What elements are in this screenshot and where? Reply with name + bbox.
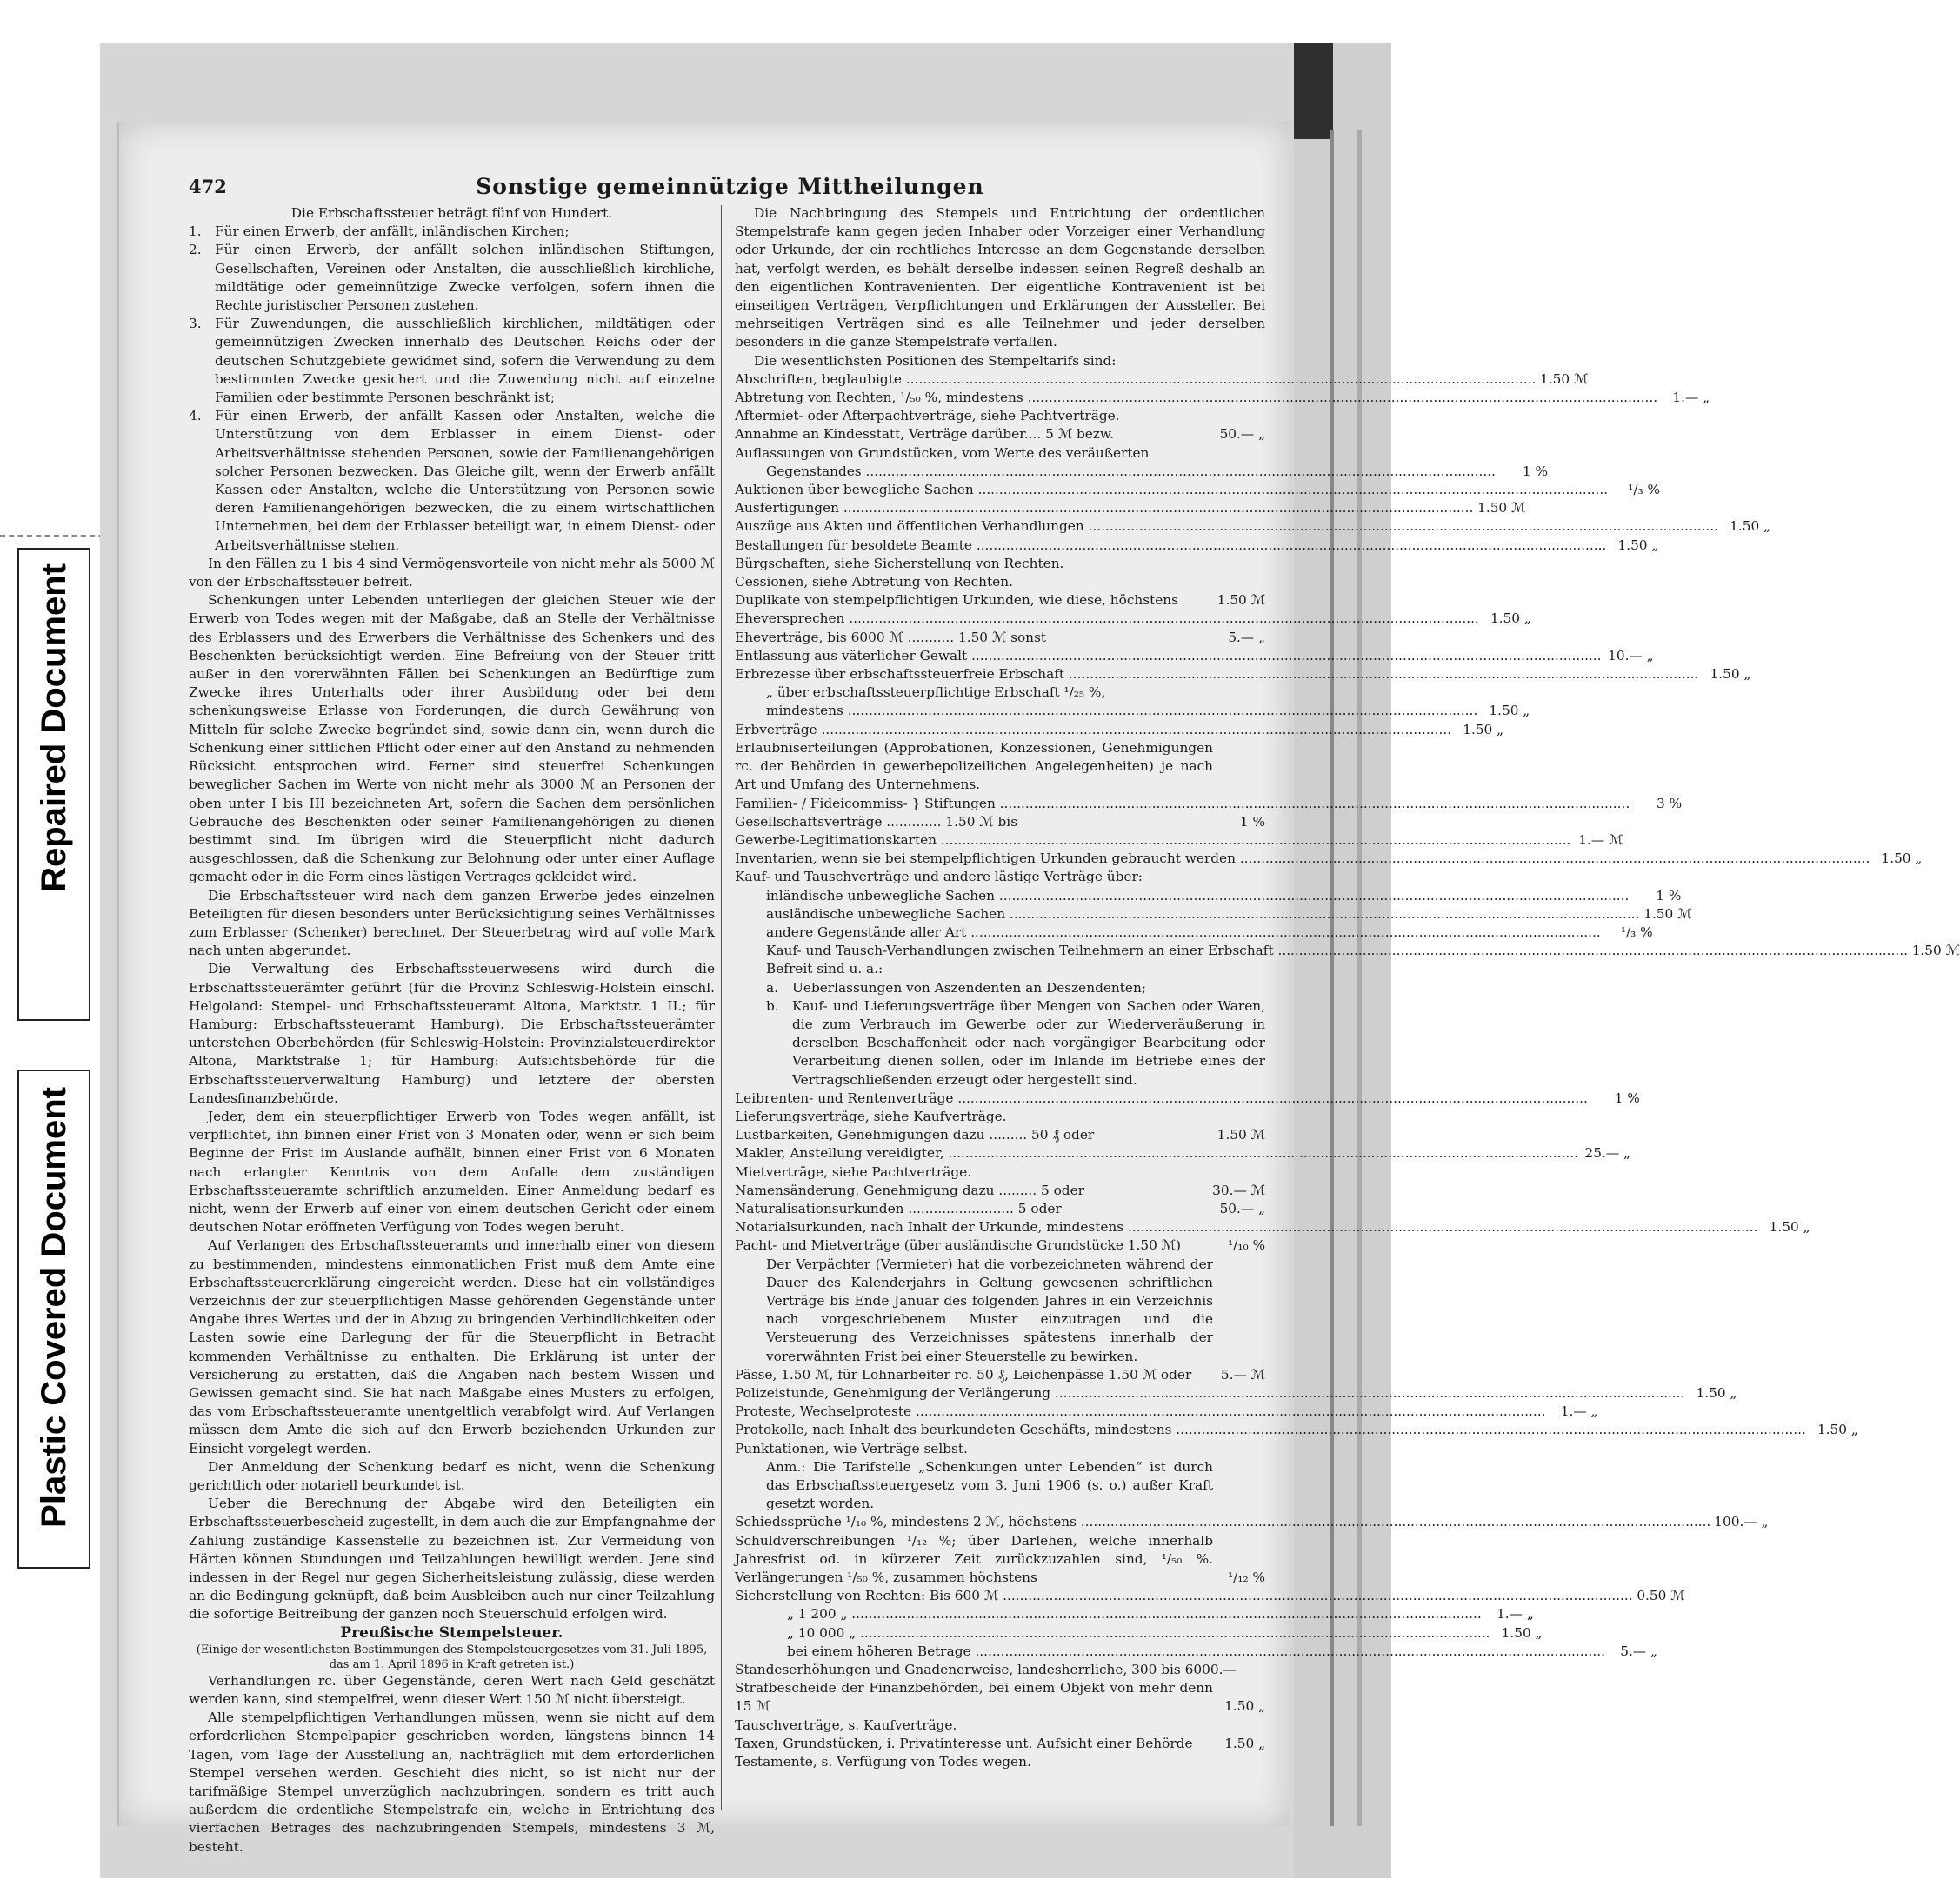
document-page — [117, 122, 1960, 1855]
tarif-item: Erlaubniserteilungen (Approbationen, Konzessionen, Genehmigungen rc. der Behörden in gewerbepolizeilichen Angelegenheiten) je nach Art und Umfang des Unternehmens. — [735, 739, 1213, 793]
tarif-item: Pacht- und Mietverträge (über ausländische Grundstücke 1.50 ℳ) — [735, 1237, 1181, 1254]
tarif-row — [735, 1256, 1265, 1366]
item-number: 1. — [189, 223, 202, 240]
tarif-row — [735, 555, 1265, 573]
tarif-rate: 1.50 „ — [1769, 1219, 1810, 1236]
tarif-rate: 50.— „ — [1219, 1200, 1265, 1216]
item-text: Für einen Erwerb, der anfällt solchen inländischen Stiftungen, Gesellschaften, Vereinen oder Anstalten, die ausschließlich kirchliche, mildtätige oder gemeinnützige Zwecke verfolgen, sofern ihnen die Rechte juristischer Personen zustehen. — [215, 242, 715, 314]
tarif-item: Leibrenten- und Rentenverträge ..... — [735, 1090, 1588, 1108]
tarif-item: Bürgschaften, siehe Sicherstellung von Rechten. — [735, 555, 1064, 571]
tarif-rate: ¹/₁₀ % — [1228, 1237, 1265, 1254]
tarif-heading: Die wesentlichsten Positionen des Stempeltarifs sind: — [754, 352, 1117, 369]
tarif-rate: 1.50 „ — [1881, 850, 1923, 867]
tarif-item: Lustbarkeiten, Genehmigungen dazu ......... 50 ₰ oder — [735, 1127, 1095, 1143]
item-text: Für einen Erwerb, der anfällt Kassen oder Anstalten, welche die Unterstützung von dem Erblasser in einem Dienst- oder Arbeitsverhältnisse stehenden Personen, sowie der Familienangehörigen solcher Personen bezwecken. Das Gleiche gilt, wenn der Erwerb anfällt Kassen oder Anstalten, welche die Unterstützung von Personen sowie deren Familienangehörigen bezwecken, die zu einem wirtschaftlichen Unternehmen, bei dem der Erblasser beteiligt war, in einem Dienst- oder Arbeitsverhältnisse stehen. — [215, 408, 715, 553]
tarif-row — [735, 591, 1265, 610]
tarif-item: Befreit sind u. a.: — [766, 961, 883, 977]
tarif-rate: 5.— „ — [1228, 629, 1265, 645]
tarif-item: Polizeistunde, Genehmigung der Verlängerung ..... — [735, 1384, 1684, 1403]
numbered-item — [189, 241, 715, 315]
tarif-rate: 1.50 ℳ — [1643, 905, 1692, 922]
item-number: 4. — [189, 408, 202, 424]
tarif-rate: 1 % — [1522, 463, 1549, 479]
tarif-rate: 30.— ℳ — [1212, 1182, 1265, 1198]
tarif-item: Taxen, Grundstücken, i. Privatinteresse unt. Aufsicht einer Behörde — [735, 1735, 1193, 1751]
tarif-item: Schiedssprüche ¹/₁₀ %, mindestens 2 ℳ, höchstens ..... — [735, 1513, 1710, 1531]
stempel-title: Preußische Stempelsteuer. — [340, 1623, 563, 1642]
tarif-item: inländische unbewegliche Sachen ..... — [766, 887, 1629, 905]
tarif-row — [735, 1513, 1769, 1531]
tarif-row — [735, 1605, 1534, 1623]
plastic-covered-document-label: Plastic Covered Document — [35, 1087, 73, 1528]
numbered-item — [189, 315, 715, 407]
tarif-row — [735, 1200, 1265, 1218]
page-title: Sonstige gemeinnützige Mittheilungen — [476, 174, 984, 199]
tarif-row — [735, 887, 1682, 905]
paragraph: Der Anmeldung der Schenkung bedarf es nicht, wenn die Schenkung gerichtlich oder notariell beurkundet ist. — [189, 1458, 715, 1494]
item-number: b. — [766, 997, 779, 1014]
tarif-row — [735, 942, 1960, 960]
tarif-row — [735, 1643, 1657, 1661]
tarif-row — [735, 665, 1751, 683]
tarif-rate: 1.50 „ — [1463, 721, 1504, 737]
tarif-row — [735, 831, 1623, 850]
tarif-rate: 100.— „ — [1714, 1514, 1769, 1530]
tarif-rate: 1.50 „ — [1617, 537, 1659, 553]
tarif-row — [735, 1735, 1265, 1753]
tarif-rate: 1.50 „ — [1817, 1422, 1858, 1438]
tarif-item: Familien- / Fideicommiss- } Stiftungen ..... — [735, 795, 1630, 813]
tarif-row — [735, 1108, 1265, 1126]
tarif-row — [735, 683, 1265, 702]
tarif-row — [735, 868, 1265, 886]
numbered-item — [189, 223, 715, 241]
tarif-item: Duplikate von stempelpflichtigen Urkunden, wie diese, höchstens — [735, 592, 1179, 609]
tarif-item: Anm.: Die Tarifstelle „Schenkungen unter Lebenden“ ist durch das Erbschaftssteuergesetz vom 3. Juni 1906 (s. o.) außer Kraft gesetzt worden. — [766, 1458, 1213, 1512]
tarif-rate: ¹/₃ % — [1620, 923, 1653, 940]
tarif-row — [735, 647, 1654, 665]
tarif-item: Erbrezesse über erbschaftssteuerfreie Erbschaft ..... — [735, 665, 1698, 683]
tarif-rate: 1.50 ℳ — [1540, 370, 1589, 387]
tarif-item: Proteste, Wechselproteste ..... — [735, 1403, 1545, 1421]
tarif-row — [735, 1366, 1265, 1384]
tarif-rate: 1.50 ℳ — [1911, 943, 1960, 959]
page-header — [189, 176, 1271, 207]
tarif-item: Sicherstellung von Rechten: Bis 600 ℳ ..... — [735, 1587, 1633, 1605]
exemption-item — [735, 979, 1265, 997]
tarif-item: Mietverträge, siehe Pachtverträge. — [735, 1163, 972, 1180]
item-text: Kauf- und Lieferungsverträge über Mengen von Sachen oder Waren, die zum Verbrauch im Gewerbe oder zur Wiederveräußerung in derselben Beschaffenheit oder nach vorgängiger Bearbeitung oder Verarbeitung dienen sollen, oder im Inlande im Betriebe eines der Vertragschließenden erzeugt oder hergestellt sind. — [792, 997, 1265, 1088]
right-column — [735, 204, 1960, 1771]
tarif-item: Punktationen, wie Verträge selbst. — [735, 1440, 968, 1456]
tarif-row — [735, 537, 1659, 555]
tarif-item: Naturalisationsurkunden ......................... 5 oder — [735, 1200, 1062, 1216]
tarif-rate: 3 % — [1657, 795, 1683, 811]
tarif-row — [735, 1236, 1265, 1255]
tarif-item: Abtretung von Rechten, ¹/₅₀ %, mindestens ..... — [735, 389, 1657, 407]
tarif-row — [735, 795, 1683, 813]
tarif-item: andere Gegenstände aller Art ..... — [766, 923, 1601, 942]
tarif-rate: 1.— „ — [1560, 1403, 1598, 1420]
tarif-row — [735, 1421, 1858, 1439]
tarif-rate: 1.50 „ — [1224, 1735, 1265, 1751]
tarif-item: Gesellschaftsverträge ............. 1.50 ℳ bis — [735, 813, 1018, 830]
tarif-item: Gegenstandes ..... — [766, 463, 1496, 481]
tarif-item: Abschriften, beglaubigte ..... — [735, 370, 1536, 389]
intro-line: Die Erbschaftssteuer beträgt fünf von Hundert. — [290, 205, 613, 221]
item-number: 3. — [189, 316, 202, 332]
paragraph: Die Nachbringung des Stempels und Entrichtung der ordentlichen Stempelstrafe kann gegen jeden Inhaber oder Vorzeiger einer Verhandlung oder Urkunde, der ein rechtliches Interesse an dem Gegenstande derselben hat, verfolgt werden, es behält derselbe indessen seinen Regreß deshalb an den eigentlichen Kontravenienten. Der eigentliche Kontravenient ist bei einseitigen Verträgen, Verpflichtungen und Erklärungen der Aussteller. Bei mehrseitigen Verträgen sind es alle Teilnehmer und jeder derselben besonders in die ganze Stempelstrafe verfallen. — [735, 205, 1265, 350]
exemption-item — [735, 997, 1265, 1090]
tarif-rate: 1.50 ℳ — [1217, 1127, 1265, 1143]
tarif-item: Aftermiet- oder Afterpachtverträge, siehe Pachtverträge. — [735, 408, 1120, 424]
tarif-row — [735, 721, 1504, 739]
page-number: 472 — [189, 176, 227, 197]
tarif-rate: 1.50 „ — [1710, 666, 1751, 683]
tarif-row — [735, 610, 1531, 628]
repaired-document-label: Repaired Document — [35, 563, 73, 892]
tarif-rate: 1.50 „ — [1696, 1385, 1737, 1401]
tarif-row — [735, 1458, 1265, 1514]
tarif-row — [735, 517, 1771, 536]
paragraph: Schenkungen unter Lebenden unterliegen der gleichen Steuer wie der Erwerb von Todes wegen mit der Maßgabe, daß an Stelle der Verhältnisse des Erblassers und des Erwerbers die Verhältnisse des Schenkers und des Beschenkten berücksichtigt werden. Eine Befreiung von der Steuer tritt außer in den vorerwähnten Fällen bei Schenkungen an Bedürftige zum Zwecke ihres Unterhalts oder ihrer Ausbildung oder bei dem schenkungsweise Erlasse von Forderungen, die durch Gewährung von Mitteln für solche Zwecke begründet sind, sowie dann ein, wenn durch die Schenkung einer sittlichen Pflicht oder einer auf den Anstand zu nehmenden Rücksicht entsprochen wird. Ferner sind steuerfrei Schenkungen beweglicher Sachen im Werte von nicht mehr als 3000 ℳ an Personen der oben unter I bis III bezeichneten Art, sofern die Sachen dem persönlichen Gebrauche des Beschenkten oder seiner Familienangehörigen zu dienen bestimmt sind. Im übrigen wird die Steuerpflicht nicht dadurch ausgeschlossen, daß die Schenkung zur Belohnung oder unter einer Auflage gemacht oder in die Form eines lästigen Vertrages gekleidet wird. — [189, 592, 715, 885]
tarif-row — [735, 1440, 1265, 1458]
tarif-row — [735, 1218, 1810, 1236]
tarif-item: Inventarien, wenn sie bei stempelpflichtigen Urkunden gebraucht werden ..... — [735, 850, 1870, 868]
tarif-rate: ¹/₃ % — [1628, 482, 1661, 498]
tarif-row — [735, 1753, 1265, 1771]
tarif-item: Kauf- und Tausch-Verhandlungen zwischen Teilnehmern an einer Erbschaft ..... — [766, 942, 1908, 960]
tarif-row — [735, 1679, 1265, 1716]
tarif-row — [735, 1163, 1265, 1182]
tarif-item: „ 1 200 „ ..... — [787, 1605, 1482, 1623]
tarif-row — [735, 1144, 1630, 1163]
column-divider — [721, 205, 722, 1810]
tarif-item: Entlassung aus väterlicher Gewalt ..... — [735, 647, 1602, 665]
tarif-rate: 50.— „ — [1219, 426, 1265, 443]
tarif-row — [735, 1716, 1265, 1735]
tarif-rate: 1.50 „ — [1490, 610, 1531, 627]
tarif-row — [735, 481, 1661, 499]
stempel-subtitle: (Einige der wesentlichsten Bestimmungen des Stempelsteuergesetzes vom 31. Juli 1895, das am 1. April 1896 in Kraft getreten ist.) — [196, 1643, 708, 1671]
tarif-rate: ¹/₁₂ % — [1228, 1570, 1265, 1586]
tarif-row — [735, 573, 1265, 591]
tarif-item: Namensänderung, Genehmigung dazu ......... 5 oder — [735, 1182, 1084, 1198]
tarif-rate: 1.— ℳ — [1578, 831, 1623, 848]
tarif-rate: 1.50 „ — [1730, 518, 1771, 535]
tarif-row — [735, 813, 1265, 831]
tarif-item: „ über erbschaftssteuerpflichtige Erbschaft ¹/₂₅ %, — [766, 684, 1106, 701]
item-number: 2. — [189, 242, 202, 258]
tarif-row — [735, 629, 1265, 647]
tarif-item: Notarialsurkunden, nach Inhalt der Urkunde, mindestens ..... — [735, 1218, 1758, 1236]
tarif-item: „ 10 000 „ ..... — [787, 1624, 1490, 1643]
tarif-rate: 5.— ℳ — [1220, 1366, 1265, 1383]
tarif-item: Auktionen über bewegliche Sachen ..... — [735, 481, 1608, 499]
tarif-item: Cessionen, siehe Abtretung von Rechten. — [735, 574, 1013, 590]
paragraph: Verhandlungen rc. über Gegenstände, deren Wert nach Geld geschätzt werden kann, sind stempelfrei, wenn dieser Wert 150 ℳ nicht übersteigt. — [189, 1672, 715, 1708]
tarif-item: Schuldverschreibungen ¹/₁₂ %; über Darlehen, welche innerhalb Jahresfrist od. in kürzerer Zeit zurückzuzahlen sind, ¹/₅₀ %. Verlängerungen ¹/₅₀ %, zusammen höchstens — [735, 1532, 1213, 1586]
tarif-row — [735, 1532, 1265, 1588]
tarif-item: Makler, Anstellung vereidigter, ..... — [735, 1144, 1578, 1163]
tarif-rate: 10.— „ — [1608, 647, 1654, 663]
tarif-item: Pässe, 1.50 ℳ, für Lohnarbeiter rc. 50 ₰, Leichenpässe 1.50 ℳ oder — [735, 1366, 1192, 1383]
paragraph: In den Fällen zu 1 bis 4 sind Vermögensvorteile von nicht mehr als 5000 ℳ von der Erbschaftssteuer befreit. — [189, 555, 715, 590]
tarif-rate: 1.— „ — [1672, 390, 1710, 406]
tarif-row — [735, 370, 1589, 389]
tarif-row — [735, 1661, 1265, 1679]
paragraph: Die Verwaltung des Erbschaftssteuerwesens wird durch die Erbschaftssteuerämter geführt (für die Provinz Schleswig-Holstein einschl. Helgoland: Stempel- und Erbschaftssteueramt Altona, Marktstr. 1 II.; für Hamburg: Erbschaftssteueramt Hamburg). Die Erbschaftssteuerämter unterstehen Oberbehörden (für Schleswig-Holstein: Provinzialsteuerdirektor Altona, Marktstraße 1; für Hamburg: Aufsichtsbehörde für die Erbschaftssteuerverwaltung Hamburg) und letztere der obersten Landesfinanzbehörde. — [189, 961, 715, 1106]
binder-strip — [1294, 43, 1333, 139]
tarif-item: Annahme an Kindesstatt, Verträge darüber.... 5 ℳ bezw. — [735, 426, 1114, 443]
paragraph: Ueber die Berechnung der Abgabe wird den Beteiligten ein Erbschaftssteuerbescheid zugestellt, in dem auch die zur Empfangnahme der Zahlung zuständige Kassenstelle zu bezeichnen ist. Zur Vermeidung von Härten können Stundungen und Teilzahlungen bewilligt werden. Jene sind indessen in der Regel nur gegen Sicherheitsleistung zulässig, diese werden an die Bedingung geknüpft, daß beim Ausbleiben auch nur einer Teilzahlung die sofortige Beitreibung der ganzen noch Steuerschuld erfolgen wird. — [189, 1496, 715, 1623]
tarif-row — [735, 905, 1692, 923]
tarif-row — [735, 425, 1265, 443]
tarif-row — [735, 444, 1265, 463]
tarif-item: Ausfertigungen ..... — [735, 499, 1473, 517]
tarif-item: Kauf- und Tauschverträge und andere lästige Verträge über: — [735, 869, 1143, 885]
paragraph: Jeder, dem ein steuerpflichtiger Erwerb von Todes wegen anfällt, ist verpflichtet, ihn binnen einer Frist von 3 Monaten oder, wenn er sich beim Beginne der Frist im Auslande aufhält, binnen einer Frist von 6 Monaten nach erlangter Kenntnis von dem Anfalle dem zuständigen Erbschaftssteueramte schriftlich anzumelden. Einer Anmeldung bedarf es nicht, wenn der Erwerb auf einer von einem deutschen Gericht oder einem deutschen Notar eröffneten Verfügung von Todes wegen beruht. — [189, 1108, 715, 1236]
tarif-rate: 0.50 ℳ — [1637, 1588, 1685, 1604]
tarif-row — [735, 1403, 1598, 1421]
paragraph: Die Erbschaftssteuer wird nach dem ganzen Erwerbe jedes einzelnen Beteiligten für diesen besonders unter Berücksichtigung seines Verhältnisses zum Erblasser (Schenker) berechnet. Der Steuerbetrag wird auf volle Mark nach unten abgerundet. — [189, 887, 715, 959]
tarif-item: Protokolle, nach Inhalt des beurkundeten Geschäfts, mindestens ..... — [735, 1421, 1806, 1439]
tarif-rate: 1 % — [1239, 813, 1265, 830]
tarif-rate: 1 % — [1614, 1090, 1640, 1106]
tarif-row — [735, 499, 1526, 517]
tarif-row — [735, 960, 1265, 978]
tarif-item: Tauschverträge, s. Kaufverträge. — [735, 1716, 957, 1733]
tarif-row — [735, 702, 1530, 720]
tarif-item: Auflassungen von Grundstücken, vom Werte des veräußerten — [735, 444, 1150, 461]
tarif-row — [735, 1624, 1543, 1643]
tarif-rate: 1.50 ℳ — [1477, 500, 1526, 517]
tarif-row — [735, 739, 1265, 795]
item-text: Für einen Erwerb, der anfällt, inländischen Kirchen; — [215, 223, 570, 240]
tarif-rate: 25.— „ — [1584, 1145, 1630, 1162]
tarif-item: Eheversprechen ..... — [735, 610, 1479, 628]
tarif-item: Eheverträge, bis 6000 ℳ ........... 1.50 ℳ sonst — [735, 629, 1047, 645]
tarif-item: Auszüge aus Akten und öffentlichen Verhandlungen ..... — [735, 517, 1718, 536]
tarif-rate: 1.50 ℳ — [1217, 592, 1265, 609]
tarif-row — [735, 1182, 1265, 1200]
tarif-item: Erbverträge ..... — [735, 721, 1451, 739]
left-column — [189, 204, 715, 1856]
item-text: Ueberlassungen von Aszendenten an Deszendenten; — [792, 979, 1146, 996]
item-text: Für Zuwendungen, die ausschließlich kirchlichen, mildtätigen oder gemeinnützigen Zwecken innerhalb des Deutschen Reichs oder der deutschen Schutzgebiete gewidmet sind, sofern die Verwendung zu dem bestimmten Zwecke gesichert und die Zuwendung nicht auf einzelne Familien oder bestimmte Personen beschränkt ist; — [215, 316, 715, 406]
paragraph: Auf Verlangen des Erbschaftssteueramts und innerhalb einer von diesem zu bestimmenden, mindestens einmonatlichen Frist muß dem Amte eine Erbschaftssteuererklärung eingereicht werden. Diese hat ein vollständiges Verzeichnis der zur steuerpflichtigen Masse gehörenden Gegenstände unter Angabe ihres Wertes und der in Abzug zu bringenden Verbindlichkeiten oder Lasten sowie eine Darlegung der für die Steuerpflicht in Betracht kommenden Verhältnisse zu enthalten. Die Erklärung ist unter der Versicherung zu erstatten, daß die Angaben nach bestem Wissen und Gewissen gemacht sind. Sie hat nach Maßgabe eines Musters zu erfolgen, das vom Erbschaftssteueramte unentgeltlich verabfolgt wird. Auf Verlangen müssen dem Amte die sich auf den Erwerb beziehenden Urkunden zur Einsicht vorgelegt werden. — [189, 1237, 715, 1456]
tarif-item: Strafbescheide der Finanzbehörden, bei einem Objekt von mehr denn 15 ℳ — [735, 1680, 1213, 1715]
tarif-row — [735, 463, 1549, 481]
tarif-row — [735, 1090, 1640, 1108]
tarif-row — [735, 850, 1923, 868]
tarif-item: ausländische unbewegliche Sachen ..... — [766, 905, 1639, 923]
tarif-item: Lieferungsverträge, siehe Kaufverträge. — [735, 1108, 1007, 1124]
tarif-rate: 1.— „ — [1497, 1606, 1534, 1623]
tarif-rate: 1 % — [1656, 887, 1682, 903]
tarif-row — [735, 407, 1265, 425]
tarif-item: Testamente, s. Verfügung von Todes wegen. — [735, 1754, 1031, 1770]
tarif-row — [735, 1587, 1685, 1605]
tarif-rate: 1.50 „ — [1501, 1624, 1543, 1641]
tarif-row — [735, 1384, 1737, 1403]
tarif-row — [735, 389, 1710, 407]
tarif-rate: 5.— „ — [1620, 1643, 1657, 1659]
tarif-rate: 1.50 „ — [1489, 703, 1530, 719]
tarif-item: Bestallungen für besoldete Beamte ..... — [735, 537, 1606, 555]
tarif-row — [735, 1126, 1265, 1144]
tarif-item: bei einem höheren Betrage ..... — [787, 1643, 1605, 1661]
tarif-item: Gewerbe-Legitimationskarten ..... — [735, 831, 1570, 850]
item-number: a. — [766, 979, 778, 996]
tarif-item: Der Verpächter (Vermieter) hat die vorbezeichneten während der Dauer des Kalenderjahrs in Geltung gewesenen schriftlichen Verträge bis Ende Januar des folgenden Jahres in ein Verzeichnis nach vorgeschriebenem Muster einzutragen und die Versteuerung des Verzeichnisses spätestens innerhalb der vorerwähnten Frist bei einer Steuerstelle zu bewirken. — [766, 1256, 1213, 1364]
paragraph: Alle stempelpflichtigen Verhandlungen müssen, wenn sie nicht auf dem erforderlichen Stempelpapier geschrieben worden, längstens binnen 14 Tagen, vom Tage der Ausstellung an, nachträglich mit dem erforderlichen Stempel versehen werden. Geschieht dies nicht, so ist nicht nur der tarifmäßige Stempel unverzüglich nachzubringen, sondern es tritt auch außerdem die ordentliche Stempelstrafe ein, welche in Entrichtung des vierfachen Betrages des nachzubringenden Stempels, mindestens 3 ℳ, besteht. — [189, 1710, 715, 1855]
tarif-rate: 1.50 „ — [1224, 1698, 1265, 1715]
tarif-item: Standeserhöhungen und Gnadenerweise, landesherrliche, 300 bis 6000.— — [735, 1662, 1237, 1678]
tarif-item: mindestens ..... — [766, 702, 1477, 720]
tarif-row — [735, 923, 1653, 942]
numbered-item — [189, 407, 715, 555]
